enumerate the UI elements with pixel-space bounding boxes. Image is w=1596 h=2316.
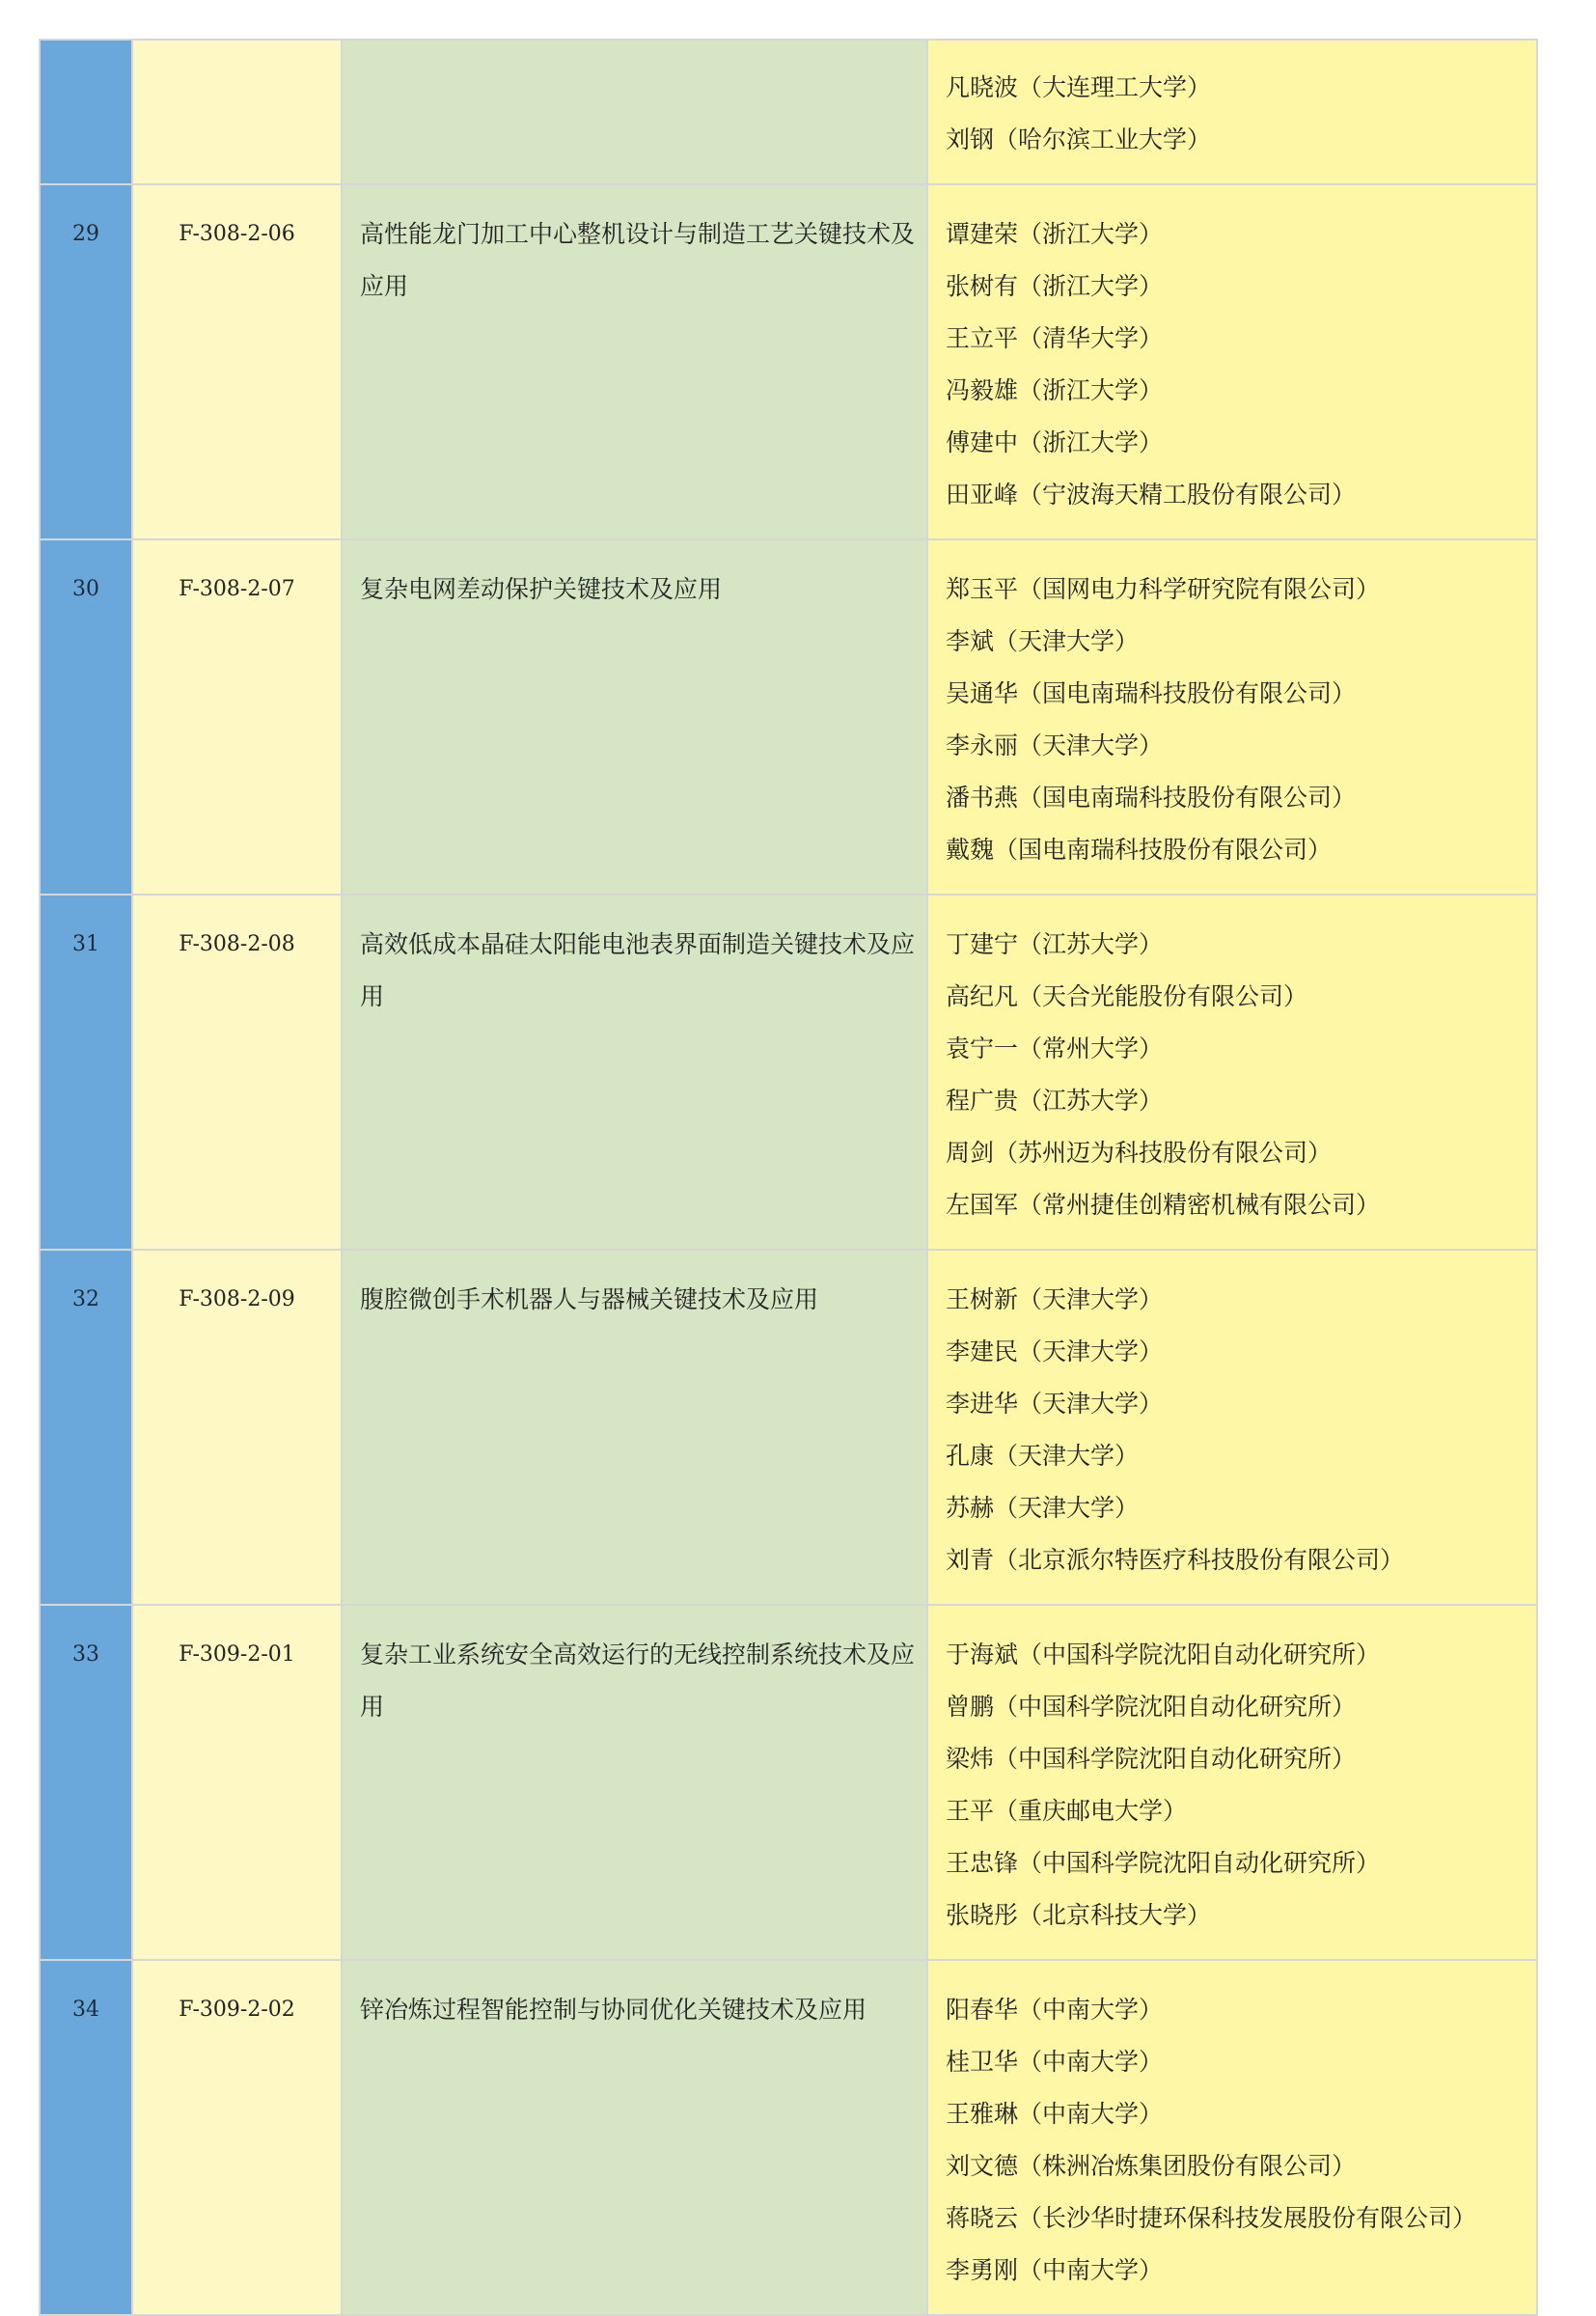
team-member: 戴魏（国电南瑞科技股份有限公司） xyxy=(946,836,1333,864)
team-member: 王平（重庆邮电大学） xyxy=(946,1797,1188,1825)
project-title-cell: 复杂工业系统安全高效运行的无线控制系统技术及应用 xyxy=(342,1605,927,1960)
team-member: 孔康（天津大学） xyxy=(946,1442,1140,1470)
team-member: 王雅琳（中南大学） xyxy=(946,2100,1164,2128)
team-member: 桂卫华（中南大学） xyxy=(946,2048,1164,2076)
team-member: 李斌（天津大学） xyxy=(946,627,1140,655)
project-code-cell xyxy=(132,40,342,184)
table-row xyxy=(40,1960,1537,2315)
team-member: 凡晓波（大连理工大学） xyxy=(946,73,1212,101)
table-row xyxy=(40,895,1537,1250)
team-members-cell xyxy=(927,895,1537,1250)
team-member: 郑玉平（国网电力科学研究院有限公司） xyxy=(946,575,1381,603)
project-code-cell: F-308-2-08 xyxy=(132,895,342,1250)
team-member: 李勇刚（中南大学） xyxy=(946,2256,1164,2284)
team-member: 刘青（北京派尔特医疗科技股份有限公司） xyxy=(946,1546,1405,1574)
table-row xyxy=(40,184,1537,539)
team-member: 于海斌（中国科学院沈阳自动化研究所） xyxy=(946,1640,1381,1668)
table-row xyxy=(40,539,1537,895)
team-member: 冯毅雄（浙江大学） xyxy=(946,376,1164,404)
team-members-cell xyxy=(927,184,1537,539)
team-members-cell xyxy=(927,1960,1537,2315)
team-member: 潘书燕（国电南瑞科技股份有限公司） xyxy=(946,784,1357,812)
row-index-cell xyxy=(40,40,132,184)
team-member: 张树有（浙江大学） xyxy=(946,272,1164,300)
team-member: 蒋晓云（长沙华时捷环保科技发展股份有限公司） xyxy=(946,2204,1477,2232)
table-row xyxy=(40,1605,1537,1960)
team-member: 王忠锋（中国科学院沈阳自动化研究所） xyxy=(946,1849,1381,1877)
team-member: 谭建荣（浙江大学） xyxy=(946,220,1164,248)
project-title-cell: 高效低成本晶硅太阳能电池表界面制造关键技术及应用 xyxy=(342,895,927,1250)
team-member: 李永丽（天津大学） xyxy=(946,731,1164,759)
team-members-cell xyxy=(927,539,1537,895)
team-member: 程广贵（江苏大学） xyxy=(946,1087,1164,1115)
project-code-cell: F-308-2-09 xyxy=(132,1250,342,1605)
team-member: 周剑（苏州迈为科技股份有限公司） xyxy=(946,1139,1333,1167)
team-member: 苏赫（天津大学） xyxy=(946,1494,1140,1522)
team-member: 吴通华（国电南瑞科技股份有限公司） xyxy=(946,679,1357,707)
team-members-cell xyxy=(927,40,1537,184)
awards-table-body xyxy=(40,40,1537,2315)
table-row-continued xyxy=(40,40,1537,184)
row-index-cell: 30 xyxy=(40,539,132,895)
team-member: 田亚峰（宁波海天精工股份有限公司） xyxy=(946,481,1357,509)
team-member: 刘文德（株洲冶炼集团股份有限公司） xyxy=(946,2152,1357,2180)
row-index-cell: 31 xyxy=(40,895,132,1250)
row-index-cell: 33 xyxy=(40,1605,132,1960)
team-member: 左国军（常州捷佳创精密机械有限公司） xyxy=(946,1191,1381,1219)
project-code-cell: F-309-2-01 xyxy=(132,1605,342,1960)
team-member: 刘钢（哈尔滨工业大学） xyxy=(946,125,1212,153)
team-member: 阳春华（中南大学） xyxy=(946,1996,1164,2024)
awards-table xyxy=(39,39,1538,2316)
project-title-cell: 复杂电网差动保护关键技术及应用 xyxy=(342,539,927,895)
team-member: 王树新（天津大学） xyxy=(946,1285,1164,1313)
project-title-cell: 高性能龙门加工中心整机设计与制造工艺关键技术及应用 xyxy=(342,184,927,539)
project-code-cell: F-308-2-07 xyxy=(132,539,342,895)
row-index-cell: 32 xyxy=(40,1250,132,1605)
team-member: 李建民（天津大学） xyxy=(946,1337,1164,1365)
project-title-cell: 锌冶炼过程智能控制与协同优化关键技术及应用 xyxy=(342,1960,927,2315)
project-title-cell xyxy=(342,40,927,184)
team-member: 张晓彤（北京科技大学） xyxy=(946,1901,1212,1929)
team-member: 丁建宁（江苏大学） xyxy=(946,930,1164,958)
row-index-cell: 34 xyxy=(40,1960,132,2315)
project-code-cell: F-309-2-02 xyxy=(132,1960,342,2315)
project-title-cell: 腹腔微创手术机器人与器械关键技术及应用 xyxy=(342,1250,927,1605)
team-member: 傅建中（浙江大学） xyxy=(946,428,1164,456)
project-code-cell: F-308-2-06 xyxy=(132,184,342,539)
team-member: 袁宁一（常州大学） xyxy=(946,1034,1164,1062)
team-member: 王立平（清华大学） xyxy=(946,324,1164,352)
team-member: 曾鹏（中国科学院沈阳自动化研究所） xyxy=(946,1693,1357,1721)
team-member: 李进华（天津大学） xyxy=(946,1390,1164,1418)
team-member: 高纪凡（天合光能股份有限公司） xyxy=(946,982,1308,1010)
table-row xyxy=(40,1250,1537,1605)
team-member: 梁炜（中国科学院沈阳自动化研究所） xyxy=(946,1745,1357,1773)
team-members-cell xyxy=(927,1605,1537,1960)
row-index-cell: 29 xyxy=(40,184,132,539)
team-members-cell xyxy=(927,1250,1537,1605)
